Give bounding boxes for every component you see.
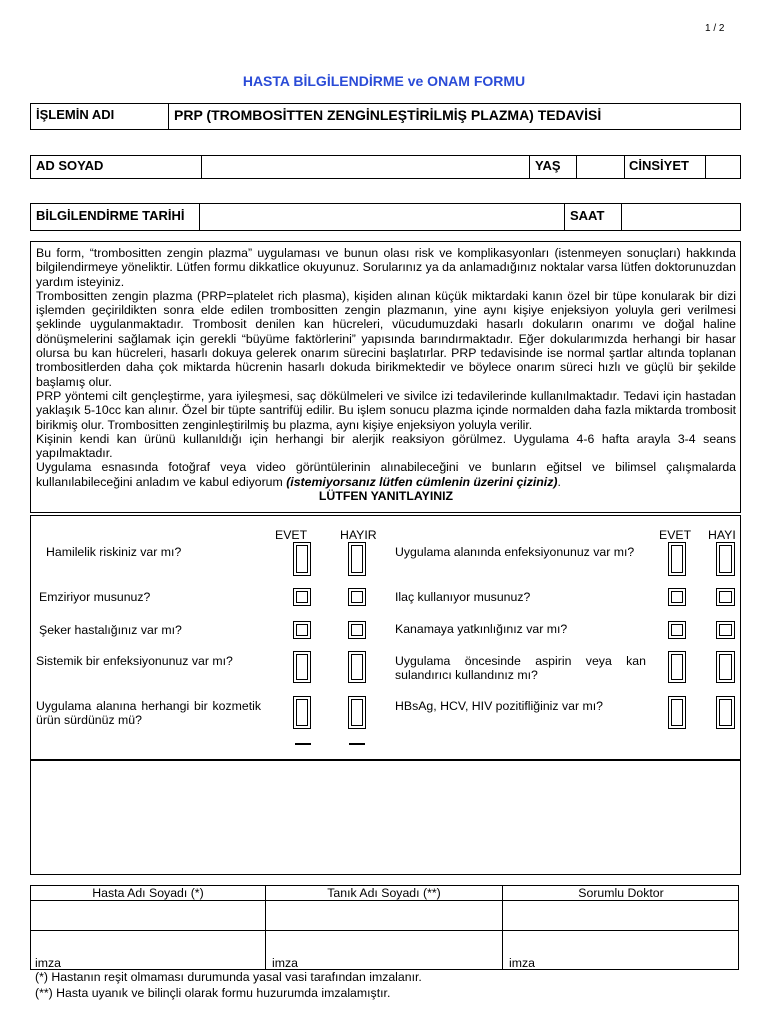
doctor-name-header: Sorumlu Doktor: [578, 886, 664, 900]
question-pregnancy: Hamilelik riskiniz var mı?: [46, 545, 182, 559]
patient-signature-field[interactable]: [32, 932, 263, 968]
doctor-signature-label: imza: [509, 956, 535, 970]
patient-divider-1: [201, 155, 202, 179]
witness-name-header: Tanık Adı Soyadı (**): [327, 886, 441, 900]
age-label: YAŞ: [535, 158, 561, 173]
hbsag-no-checkbox[interactable]: [716, 696, 735, 729]
footnote-witness: (**) Hasta uyanık ve bilinçli olarak formu huzurumda imzalamıştır.: [35, 986, 391, 1000]
aspirin-yes-checkbox[interactable]: [668, 651, 686, 683]
yes-header-right: EVET: [659, 528, 692, 542]
info-paragraph-4: Kişinin kendi kan ürünü kullanıldığı için herhangi bir alerjik reaksiyon görülmez. Uygulama 4-6 hafta arayla 3-4 seans yapılmaktadır.: [36, 431, 736, 461]
name-label: AD SOYAD: [36, 158, 104, 173]
info-paragraph-3: PRP yöntemi cilt gençleştirme, yara iyileşmesi, saç dökülmeleri ve sivilce izi tedavilerinde kullanılmaktadır. Tedavi için hastadan yaklaşık 5-10cc kan alınır. Özel bir tüpte santrifüj edilir. Bu işlem sonucu plazma içinde normalden daha fazla miktarda trombosit birikmiş olur. Trombositten zenginleştirilmiş bu plazma, aynı kişiye enjeksiyon yoluyla verilir.: [36, 388, 736, 432]
systemic-infection-yes-checkbox[interactable]: [293, 651, 311, 683]
consent-period: .: [557, 474, 561, 489]
info-paragraph-1: Bu form, “trombositten zengin plazma” uygulaması ve bunun olası risk ve komplikasyonları (istenmeyen sonuçları) hakkında bilgilendirmeye yöneliktir. Lütfen formu dikkatlice okuyunuz. Sorularınız ya da anlamadığınız noktalar varsa lütfen doktorunuzdan yardım isteyiniz.: [36, 246, 736, 289]
no-underline-mark: [349, 743, 365, 745]
gender-field[interactable]: [707, 157, 739, 177]
cosmetic-yes-checkbox[interactable]: [293, 696, 311, 729]
question-area-infection: Uygulama alanında enfeksiyonunuz var mı?: [395, 545, 635, 559]
notes-box[interactable]: [30, 760, 741, 875]
consent-opt-out-note: (istemiyorsanız lütfen cümlenin üzerini çiziniz): [286, 474, 558, 489]
time-field[interactable]: [623, 205, 739, 229]
diabetes-yes-checkbox[interactable]: [293, 621, 311, 639]
signature-name-rule: [30, 930, 739, 931]
answer-prompt: LÜTFEN YANITLAYINIZ: [318, 489, 454, 504]
patient-signature-label: imza: [35, 956, 61, 970]
area-infection-yes-checkbox[interactable]: [668, 542, 686, 576]
systemic-infection-no-checkbox[interactable]: [348, 651, 366, 683]
date-divider-3: [621, 203, 622, 231]
date-divider-1: [199, 203, 200, 231]
patient-divider-3: [576, 155, 577, 179]
procedure-divider: [168, 103, 169, 130]
footnote-guardian: (*) Hastanın reşit olmaması durumunda yasal vasi tarafından imzalanır.: [35, 970, 422, 984]
no-header-right: HAYI: [708, 528, 736, 542]
question-breastfeeding: Emziriyor musunuz?: [39, 590, 151, 604]
signature-header-rule: [30, 900, 739, 901]
info-date-label: BİLGİLENDİRME TARİHİ: [36, 208, 185, 223]
aspirin-no-checkbox[interactable]: [716, 651, 735, 683]
question-cosmetic-product: Uygulama alanına herhangi bir kozmetik ürün sürdünüz mü?: [36, 699, 261, 727]
doctor-signature-field[interactable]: [504, 932, 737, 968]
info-date-field[interactable]: [201, 205, 562, 229]
witness-signature-field[interactable]: [267, 932, 500, 968]
date-divider-2: [564, 203, 565, 231]
patient-divider-4: [624, 155, 625, 179]
info-paragraph-2: Trombositten zengin plazma (PRP=platelet rich plasma), kişiden alınan küçük miktardaki kanın özel bir tüpe konularak bir dizi işlemden geçirildikten sonra elde edilen trombositten zengin plazmanın, yine aynı kişiye enjeksiyon yoluyla geri verilmesi şeklinde uygulanmaktadır. Trombosit denilen kan hücreleri, vücudumuzdaki hasarlı dokuların onarımı ve doğal haline dönüşmelerini sağlamak için gerekli “büyüme faktörlerini” yapısında barındırmaktadır. Eğer dokularımızda herhangi bir hasar olursa bu kan hücreleri, hasarlı dokuya gelerek onarım sürecini başlatırlar. PRP tedavisinde ise normal şartlar altında toplanan trombositlerden daha çok miktarda hücrenin hasarlı dokuda birikmektedir ve böylece onarım süreci hızlı ve güçlü bir şekilde başlamış olur.: [36, 288, 736, 389]
pregnancy-no-checkbox[interactable]: [348, 542, 366, 576]
patient-divider-5: [705, 155, 706, 179]
witness-signature-label: imza: [272, 956, 298, 970]
area-infection-no-checkbox[interactable]: [716, 542, 735, 576]
patient-name-field[interactable]: [32, 902, 263, 929]
cosmetic-no-checkbox[interactable]: [348, 696, 366, 729]
form-title: HASTA BİLGİLENDİRME ve ONAM FORMU: [242, 73, 526, 89]
info-text: [36, 246, 736, 503]
doctor-name-field[interactable]: [504, 902, 737, 929]
breastfeeding-no-checkbox[interactable]: [348, 588, 366, 606]
yes-underline-mark: [295, 743, 311, 745]
medication-yes-checkbox[interactable]: [668, 588, 686, 606]
question-medication: Ilaç kullanıyor musunuz?: [395, 590, 531, 604]
hbsag-yes-checkbox[interactable]: [668, 696, 686, 729]
consent-sentence: Uygulama esnasında fotoğraf veya video görüntülerinin alınabileceğini ve bunların eğitsel ve bilimsel çalışmalarda kullanılabileceğini anladım ve kabul ediyorum: [36, 460, 736, 489]
question-bleeding: Kanamaya yatkınlığınız var mı?: [395, 622, 568, 636]
question-systemic-infection: Sistemik bir enfeksiyonunuz var mı?: [36, 654, 233, 668]
time-label: SAAT: [570, 208, 605, 223]
patient-name-header: Hasta Adı Soyadı (*): [92, 886, 204, 900]
patient-divider-2: [529, 155, 530, 179]
no-header-left: HAYIR: [340, 528, 377, 542]
yes-header-left: EVET: [275, 528, 308, 542]
diabetes-no-checkbox[interactable]: [348, 621, 366, 639]
pregnancy-yes-checkbox[interactable]: [293, 542, 311, 576]
question-aspirin: Uygulama öncesinde aspirin veya kan sulandırıcı kullandınız mı?: [395, 654, 646, 682]
info-paragraph-5: [36, 460, 736, 489]
procedure-label: İŞLEMİN ADI: [36, 107, 115, 122]
procedure-name: PRP (TROMBOSİTTEN ZENGİNLEŞTİRİLMİŞ PLAZMA) TEDAVİSİ: [174, 107, 602, 123]
name-field[interactable]: [203, 157, 527, 177]
bleeding-yes-checkbox[interactable]: [668, 621, 686, 639]
bleeding-no-checkbox[interactable]: [716, 621, 735, 639]
medication-no-checkbox[interactable]: [716, 588, 735, 606]
witness-name-field[interactable]: [267, 902, 500, 929]
question-hbsag-hcv-hiv: HBsAg, HCV, HIV pozitifliğiniz var mı?: [395, 699, 603, 713]
gender-label: CİNSİYET: [629, 158, 689, 173]
question-diabetes: Şeker hastalığınız var mı?: [39, 623, 182, 637]
page-number: 1 / 2: [705, 23, 725, 34]
breastfeeding-yes-checkbox[interactable]: [293, 588, 311, 606]
age-field[interactable]: [578, 157, 622, 177]
